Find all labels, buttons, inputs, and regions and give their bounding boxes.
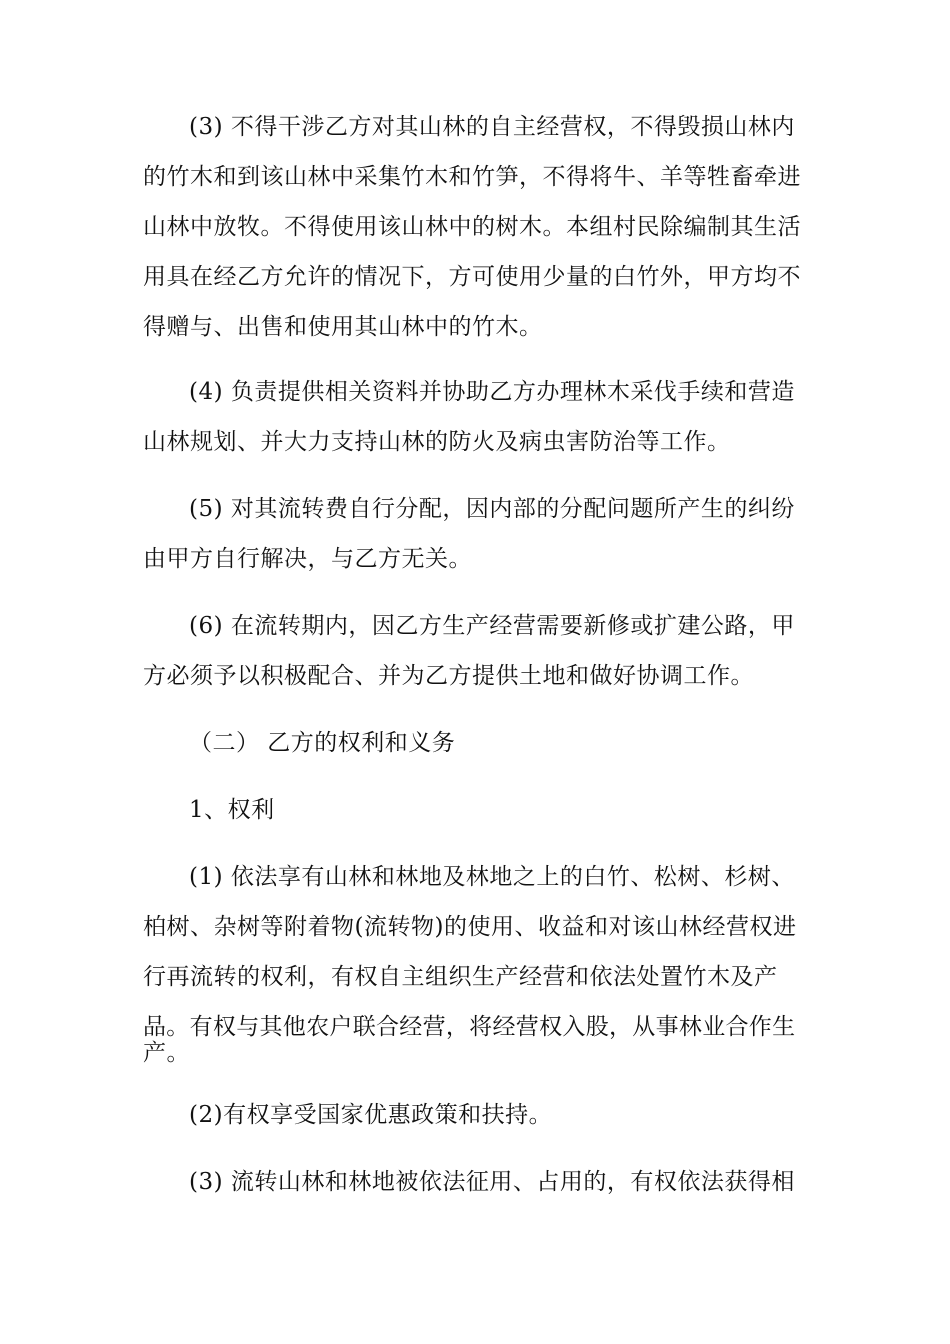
section-heading: （二） 乙方的权利和义务 xyxy=(189,730,456,756)
rights-paragraph-3-line-1: (3) 流转山林和林地被依法征用、占用的，有权依法获得相 xyxy=(189,1169,795,1195)
paragraph-5-line-2: 由甲方自行解决，与乙方无关。 xyxy=(143,546,472,572)
rights-paragraph-1-line-3: 行再流转的权利，有权自主组织生产经营和依法处置竹木及产 xyxy=(143,964,778,990)
rights-paragraph-1-line-5: 产。 xyxy=(143,1040,190,1066)
paragraph-6-line-2: 方必须予以积极配合、并为乙方提供土地和做好协调工作。 xyxy=(143,663,754,689)
paragraph-3-line-1: (3) 不得干涉乙方对其山林的自主经营权，不得毁损山林内 xyxy=(189,114,795,140)
paragraph-4-line-1: (4) 负责提供相关资料并协助乙方办理林木采伐手续和营造 xyxy=(189,379,795,405)
paragraph-5-line-1: (5) 对其流转费自行分配，因内部的分配问题所产生的纠纷 xyxy=(189,496,795,522)
rights-paragraph-1-line-1: (1) 依法享有山林和林地及林地之上的白竹、松树、杉树、 xyxy=(189,864,795,890)
subheading-rights: 1、权利 xyxy=(189,797,275,823)
paragraph-3-line-4: 用具在经乙方允许的情况下，方可使用少量的白竹外，甲方均不 xyxy=(143,264,801,290)
paragraph-6-line-1: (6) 在流转期内，因乙方生产经营需要新修或扩建公路，甲 xyxy=(189,613,795,639)
paragraph-3-line-3: 山林中放牧。不得使用该山林中的树木。本组村民除编制其生活 xyxy=(143,214,801,240)
rights-paragraph-1-line-4: 品。有权与其他农户联合经营，将经营权入股，从事林业合作生 xyxy=(143,1014,796,1040)
paragraph-3-line-2: 的竹木和到该山林中采集竹木和竹笋，不得将牛、羊等牲畜牵进 xyxy=(143,164,801,190)
paragraph-3-line-5: 得赠与、出售和使用其山林中的竹木。 xyxy=(143,314,543,340)
rights-paragraph-1-line-2: 柏树、杂树等附着物(流转物)的使用、收益和对该山林经营权进 xyxy=(143,914,797,940)
rights-paragraph-2: (2)有权享受国家优惠政策和扶持。 xyxy=(189,1102,553,1128)
paragraph-4-line-2: 山林规划、并大力支持山林的防火及病虫害防治等工作。 xyxy=(143,429,731,455)
